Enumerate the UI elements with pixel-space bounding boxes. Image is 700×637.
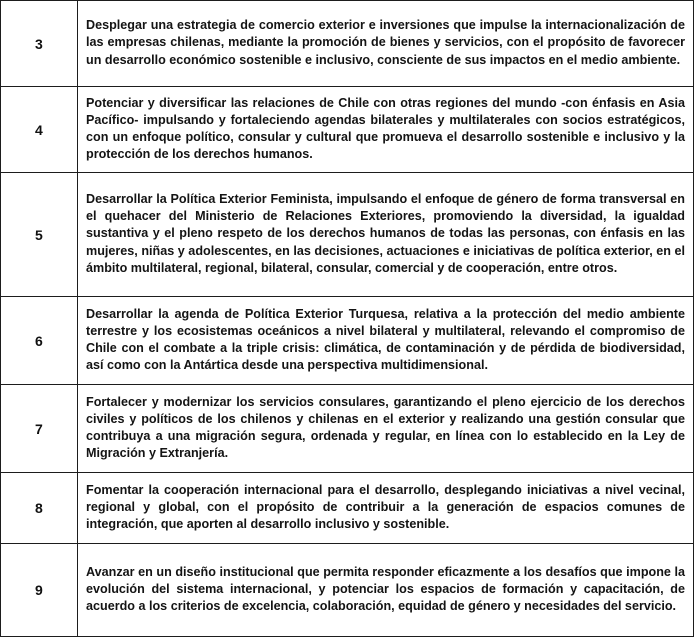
objective-text-cell: [78, 297, 694, 385]
table-row: [1, 544, 694, 637]
objective-text: Desarrollar la Política Exterior Feminista, impulsando el enfoque de género de forma transversal en el quehacer del Ministerio de Relaciones Exteriores, promoviendo la diversidad, la igualdad sustantiva y el pleno respeto de los derechos humanos de todas las personas, con énfasis en las mujeres, niñas y adolescentes, en las decisiones, actuaciones e iniciativas de política exterior, en el ámbito multilateral, regional, bilateral, consular, comercial y de cooperación, entre otros.: [86, 191, 685, 275]
objective-number-cell: [1, 1, 78, 87]
objective-number: 9: [35, 582, 43, 598]
objective-number: 7: [35, 420, 43, 437]
objective-text: Desarrollar la agenda de Política Exterior Turquesa, relativa a la protección del medio ambiente terrestre y los ecosistemas oceánicos a nivel bilateral y multilateral, relevando el compromiso de Chile con el combate a la triple crisis: climática, de contaminación y de pérdida de biodiversidad, así como con la Antártica desde una perspectiva multidimensional.: [86, 306, 685, 373]
objective-text: Desplegar una estrategia de comercio exterior e inversiones que impulse la internacionalización de las empresas chilenas, mediante la promoción de bienes y servicios, con el propósito de favorecer un desarrollo económico sostenible e inclusivo, consciente de sus impactos en el medio ambiente.: [86, 18, 685, 67]
table-row: [1, 385, 694, 473]
table-row: [1, 173, 694, 297]
table-row: [1, 473, 694, 544]
table-row: [1, 87, 694, 173]
objective-number-cell: [1, 385, 78, 473]
objective-number-cell: [1, 473, 78, 544]
objective-text-cell: [78, 385, 694, 473]
objective-text-cell: [78, 87, 694, 173]
objective-text: Potenciar y diversificar las relaciones de Chile con otras regiones del mundo -con énfasis en Asia Pacífico- impulsando y fortaleciendo agendas bilaterales y multilaterales con socios estratégicos, con un enfoque político, consular y cultural que promueva el desarrollo sostenible e inclusivo y la protección de los derechos humanos.: [86, 95, 685, 162]
objective-text: Fortalecer y modernizar los servicios consulares, garantizando el pleno ejercicio de los derechos civiles y políticos de los chilenos y chilenas en el exterior y realizando una gestión consular que contribuya a una migración segura, ordenada y regular, en línea con lo establecido en la Ley de Migración y Extranjería.: [86, 394, 685, 461]
objective-number: 5: [35, 226, 43, 243]
objective-number: 6: [35, 332, 43, 349]
objective-text: Avanzar en un diseño institucional que permita responder eficazmente a los desafíos que impone la evolución del sistema internacional, y potenciar los espacios de formación y capacitación, de acuerdo a los criterios de excelencia, colaboración, equidad de género y necesidades del servicio.: [86, 564, 685, 614]
objective-text: Fomentar la cooperación internacional para el desarrollo, desplegando iniciativas a nivel vecinal, regional y global, con el propósito de contribuir a la generación de espacios comunes de integración, que aporten al desarrollo inclusivo y sostenible.: [86, 482, 685, 532]
objective-number-cell: [1, 173, 78, 297]
table-row: [1, 1, 694, 87]
objective-number-cell: [1, 87, 78, 173]
objective-text-cell: [78, 473, 694, 544]
objective-text-cell: [78, 173, 694, 297]
objective-number-cell: [1, 544, 78, 637]
objective-text-cell: [78, 1, 694, 87]
objective-text-cell: [78, 544, 694, 637]
objective-number-cell: [1, 297, 78, 385]
objective-number: 8: [35, 500, 43, 516]
objectives-table-body: [1, 1, 694, 637]
objective-number: 3: [35, 35, 43, 52]
objective-number: 4: [35, 121, 43, 138]
table-row: [1, 297, 694, 385]
